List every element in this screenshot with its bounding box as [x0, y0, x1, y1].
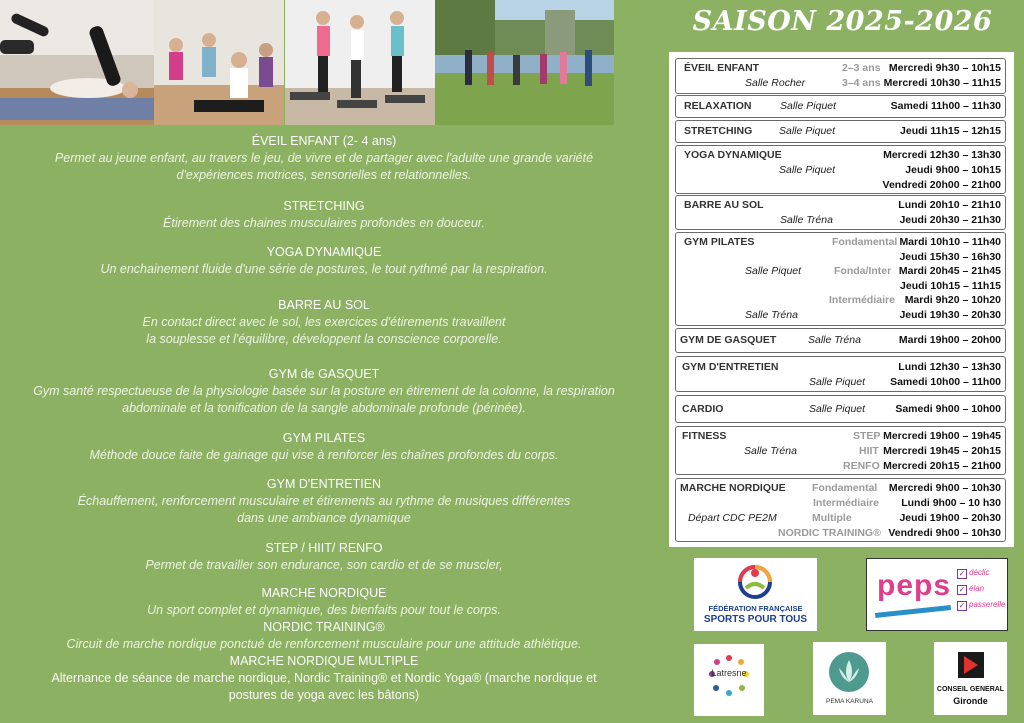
schedule-block-gym-gasquet	[675, 328, 1006, 353]
description-eveil-enfant	[0, 133, 648, 184]
peps-item: passerelle	[969, 600, 1006, 609]
description-gym-pilates	[0, 430, 648, 464]
description-text: la souplesse et l'équilibre, développent la conscience corporelle.	[146, 332, 502, 346]
description-text: Échauffement, renforcement musculaire et étirements au rythme de musiques différentes	[77, 494, 571, 508]
room-label: Salle Tréna	[780, 214, 833, 226]
description-text: d'expériences motrices, sensorielles et relationnelles.	[176, 168, 472, 182]
description-step-hiit-renfo	[0, 540, 648, 574]
description-marche-nordique	[0, 585, 648, 704]
room-label: Salle Piquet	[779, 164, 836, 176]
description-heading: GYM PILATES	[282, 431, 366, 445]
description-text: En contact direct avec le sol, les exercices d'étirements travaillent	[142, 315, 506, 329]
peps-item: élan	[969, 584, 985, 593]
page-title: SAISON 2025-2026	[692, 6, 993, 37]
activity-name: FITNESS	[682, 430, 727, 442]
activity-name: GYM DE GASQUET	[680, 334, 777, 346]
room-label: Salle Piquet	[779, 125, 836, 137]
description-text: Alternance de séance de marche nordique, Nordic Training® et Nordic Yoga® (marche nordique et	[51, 671, 597, 685]
description-heading: NORDIC TRAINING®	[263, 620, 385, 634]
level-label: NORDIC TRAINING®	[778, 527, 881, 539]
time-slot: Mercredi 9h30 – 10h15	[888, 62, 1001, 74]
time-slot: Mardi 10h10 – 11h40	[899, 236, 1001, 248]
description-heading: YOGA DYNAMIQUE	[266, 245, 382, 259]
schedule-block-cardio	[675, 395, 1006, 423]
room-label: Salle Piquet	[780, 100, 837, 112]
level-label: Intermédiaire	[813, 497, 879, 509]
description-gym-entretien	[0, 476, 648, 527]
latresne-name: Latresne	[711, 668, 747, 678]
time-slot: Samedi 10h00 – 11h00	[890, 376, 1001, 388]
level-label: Intermédiaire	[829, 294, 895, 306]
time-slot: Jeudi 10h15 – 11h15	[900, 280, 1001, 292]
time-slot: Mercredi 20h15 – 21h00	[883, 460, 1001, 472]
time-slot: Mercredi 10h30 – 11h15	[883, 77, 1001, 89]
photo-floor-exercise	[0, 0, 154, 125]
time-slot: Samedi 11h00 – 11h30	[890, 100, 1001, 112]
description-heading: GYM de GASQUET	[268, 367, 380, 381]
time-slot: Mardi 20h45 – 21h45	[898, 265, 1001, 277]
peps-item: déclic	[969, 568, 990, 577]
time-slot: Jeudi 19h00 – 20h30	[899, 512, 1001, 524]
activity-name: CARDIO	[682, 403, 724, 415]
activity-name: YOGA DYNAMIQUE	[684, 149, 782, 161]
logo-text-line1: FÉDÉRATION FRANÇAISE	[708, 604, 803, 613]
time-slot: Mercredi 19h00 – 19h45	[883, 430, 1001, 442]
time-slot: Mercredi 19h45 – 20h15	[883, 445, 1001, 457]
description-yoga-dynamique	[0, 244, 648, 278]
description-text: Circuit de marche nordique ponctué de renforcement musculaire pour une attitude athlétique.	[66, 637, 582, 651]
activity-name: RELAXATION	[684, 100, 752, 112]
peps-check-icon: ✓	[958, 601, 966, 610]
time-slot: Samedi 9h00 – 10h00	[895, 403, 1001, 415]
description-text: Méthode douce faite de gainage qui vise à renforcer les chaînes profondes du corps.	[89, 448, 559, 462]
time-slot: Jeudi 15h30 – 16h30	[899, 251, 1001, 263]
level-label: 2–3 ans	[842, 62, 881, 74]
description-text: abdominale et la tonification de la sangle abdominale profonde (périnée).	[122, 401, 526, 415]
logo-pema-karuna	[813, 642, 886, 715]
schedule-block-gym-pilates	[675, 232, 1006, 326]
logo-conseil-general-gironde	[934, 642, 1007, 715]
activity-name: MARCHE NORDIQUE	[680, 482, 786, 494]
schedule-block-yoga-dynamique	[675, 145, 1006, 194]
room-label: Salle Tréna	[744, 445, 797, 457]
description-gym-gasquet	[0, 366, 648, 417]
peps-ribbon	[875, 605, 951, 618]
latresne-ring-emblem	[694, 644, 764, 716]
activity-name: GYM PILATES	[684, 236, 755, 248]
room-label: Salle Piquet	[809, 376, 866, 388]
photo-pilates-ring	[154, 0, 284, 125]
activity-name: STRETCHING	[684, 125, 753, 137]
schedule-block-gym-entretien	[675, 356, 1006, 392]
activity-name: BARRE AU SOL	[684, 199, 764, 211]
level-label: Multiple	[812, 512, 852, 524]
description-text: Permet de travailler son endurance, son cardio et de se muscler,	[145, 558, 503, 572]
room-label: Salle Piquet	[809, 403, 866, 415]
photo-nordic-walking	[435, 0, 614, 125]
description-heading: MARCHE NORDIQUE	[261, 586, 387, 600]
peps-check-icon: ✓	[958, 585, 966, 594]
logo-text-line2: SPORTS POUR TOUS	[703, 614, 808, 625]
schedule-block-relaxation	[675, 95, 1006, 118]
description-heading: STEP / HIIT/ RENFO	[265, 541, 383, 555]
schedule-block-barre-au-sol	[675, 195, 1006, 230]
description-text: dans une ambiance dynamique	[237, 511, 411, 525]
level-label: 3–4 ans	[842, 77, 881, 89]
level-label: HIIT	[859, 445, 879, 457]
time-slot: Jeudi 11h15 – 12h15	[900, 125, 1001, 137]
room-label: Salle Rocher	[745, 77, 806, 89]
time-slot: Lundi 9h00 – 10 h30	[901, 497, 1001, 509]
logo-sports-pour-tous	[694, 558, 817, 631]
room-label: Salle Tréna	[808, 334, 861, 346]
activity-name: ÉVEIL ENFANT	[684, 62, 760, 74]
time-slot: Vendredi 9h00 – 10h30	[888, 527, 1001, 539]
description-stretching	[0, 198, 648, 232]
time-slot: Vendredi 20h00 – 21h00	[882, 179, 1001, 191]
description-barre-au-sol	[0, 297, 648, 348]
logo-peps	[866, 558, 1008, 631]
level-label: Fondamental	[832, 236, 898, 248]
gironde-line2: Gironde	[953, 696, 988, 706]
schedule-block-eveil-enfant	[675, 58, 1006, 94]
gironde-line1: CONSEIL GENERAL	[936, 686, 1005, 693]
description-heading: STRETCHING	[283, 199, 365, 213]
description-text: Un sport complet et dynamique, des bienfaits pour tout le corps.	[147, 603, 501, 617]
time-slot: Jeudi 9h00 – 10h15	[905, 164, 1001, 176]
room-label: Départ CDC PE2M	[688, 512, 777, 524]
photo-step-class	[285, 0, 435, 125]
description-heading: GYM D'ENTRETIEN	[266, 477, 382, 491]
level-label: Fonda/Inter	[834, 265, 892, 277]
level-label: STEP	[853, 430, 881, 442]
room-label: Salle Piquet	[745, 265, 802, 277]
time-slot: Mercredi 9h00 – 10h30	[888, 482, 1001, 494]
description-text: Permet au jeune enfant, au travers le jeu, de vivre et de partager avec l'adulte une grande variété	[54, 151, 594, 165]
time-slot: Mardi 19h00 – 20h00	[898, 334, 1001, 346]
peps-check-icon: ✓	[958, 569, 966, 578]
time-slot: Lundi 20h10 – 21h10	[898, 199, 1001, 211]
level-label: RENFO	[843, 460, 880, 472]
time-slot: Jeudi 19h30 – 20h30	[899, 309, 1001, 321]
time-slot: Mercredi 12h30 – 13h30	[883, 149, 1001, 161]
schedule-block-fitness	[675, 426, 1006, 475]
description-text: postures de yoga avec les bâtons)	[228, 688, 420, 702]
description-heading: MARCHE NORDIQUE MULTIPLE	[229, 654, 419, 668]
time-slot: Mardi 9h20 – 10h20	[904, 294, 1001, 306]
time-slot: Jeudi 20h30 – 21h30	[899, 214, 1001, 226]
pema-name: PEMA KARUNA	[826, 698, 873, 705]
description-heading: BARRE AU SOL	[278, 298, 370, 312]
description-text: Un enchainement fluide d'une série de postures, le tout rythmé par la respiration.	[100, 262, 548, 276]
activity-name: GYM D'ENTRETIEN	[682, 361, 779, 373]
description-text: Gym santé respectueuse de la physiologie basée sur la posture en étirement de la colonne, la respiration	[33, 384, 615, 398]
description-heading: ÉVEIL ENFANT (2- 4 ans)	[251, 134, 397, 148]
schedule-panel	[669, 52, 1014, 547]
room-label: Salle Tréna	[745, 309, 798, 321]
time-slot: Lundi 12h30 – 13h30	[898, 361, 1001, 373]
level-label: Fondamental	[812, 482, 878, 494]
schedule-block-marche-nordique	[675, 478, 1006, 542]
peps-wordmark: peps	[877, 569, 952, 602]
schedule-block-stretching	[675, 120, 1006, 143]
description-text: Étirement des chaines musculaires profondes en douceur.	[163, 216, 485, 230]
logo-latresne	[694, 644, 764, 716]
